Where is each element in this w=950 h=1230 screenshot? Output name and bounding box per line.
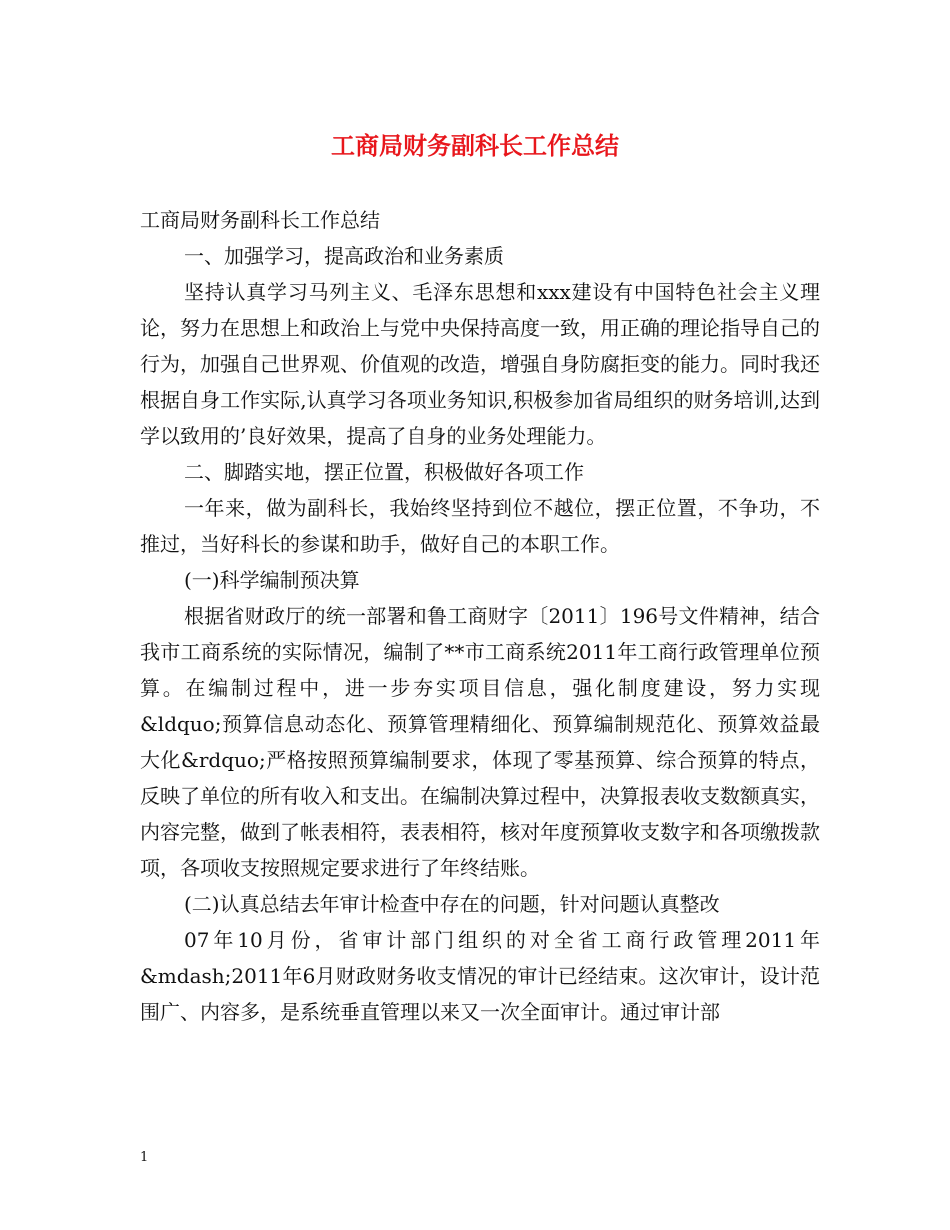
- paragraph-role: 一年来，做为副科长，我始终坚持到位不越位，摆正位置，不争功，不推过，当好科长的参谋和助手，做好自己的本职工作。: [140, 496, 820, 556]
- paragraph-audit: 07年10月份，省审计部门组织的对全省工商行政管理2011年&mdash;2011年6月财政财务收支情况的审计已经结束。这次审计，设计范围广、内容多，是系统垂直管理以来又一次全面审计。通过审计部: [140, 928, 820, 1024]
- document-body: [140, 202, 820, 1030]
- section-heading-1: 一、加强学习，提高政治和业务素质: [184, 244, 504, 268]
- body-heading: 工商局财务副科长工作总结: [140, 208, 380, 232]
- section-heading-2: 二、脚踏实地，摆正位置，积极做好各项工作: [184, 460, 584, 484]
- document-title: 工商局财务副科长工作总结: [331, 131, 619, 160]
- subsection-heading-1: (一)科学编制预决算: [184, 568, 360, 592]
- paragraph-study: 坚持认真学习马列主义、毛泽东思想和xxx建设有中国特色社会主义理论，努力在思想上和政治上与党中央保持高度一致，用正确的理论指导自己的行为，加强自己世界观、价值观的改造，增强自身防腐拒变的能力。同时我还根据自身工作实际,认真学习各项业务知识,积极参加省局组织的财务培训,达到学以致用的’良好效果，提高了自身的业务处理能力。: [140, 280, 820, 448]
- page-number: 1: [140, 1150, 149, 1165]
- paragraph-budget: 根据省财政厅的统一部署和鲁工商财字〔2011〕196号文件精神，结合我市工商系统的实际情况，编制了**市工商系统2011年工商行政管理单位预算。在编制过程中，进一步夯实项目信息，强化制度建设，努力实现&ldquo;预算信息动态化、预算管理精细化、预算编制规范化、预算效益最大化&rdquo;严格按照预算编制要求，体现了零基预算、综合预算的特点，反映了单位的所有收入和支出。在编制决算过程中，决算报表收支数额真实，内容完整，做到了帐表相符，表表相符，核对年度预算收支数字和各项缴拨款项，各项收支按照规定要求进行了年终结账。: [140, 604, 820, 880]
- subsection-heading-2: (二)认真总结去年审计检查中存在的问题，针对问题认真整改: [184, 892, 720, 916]
